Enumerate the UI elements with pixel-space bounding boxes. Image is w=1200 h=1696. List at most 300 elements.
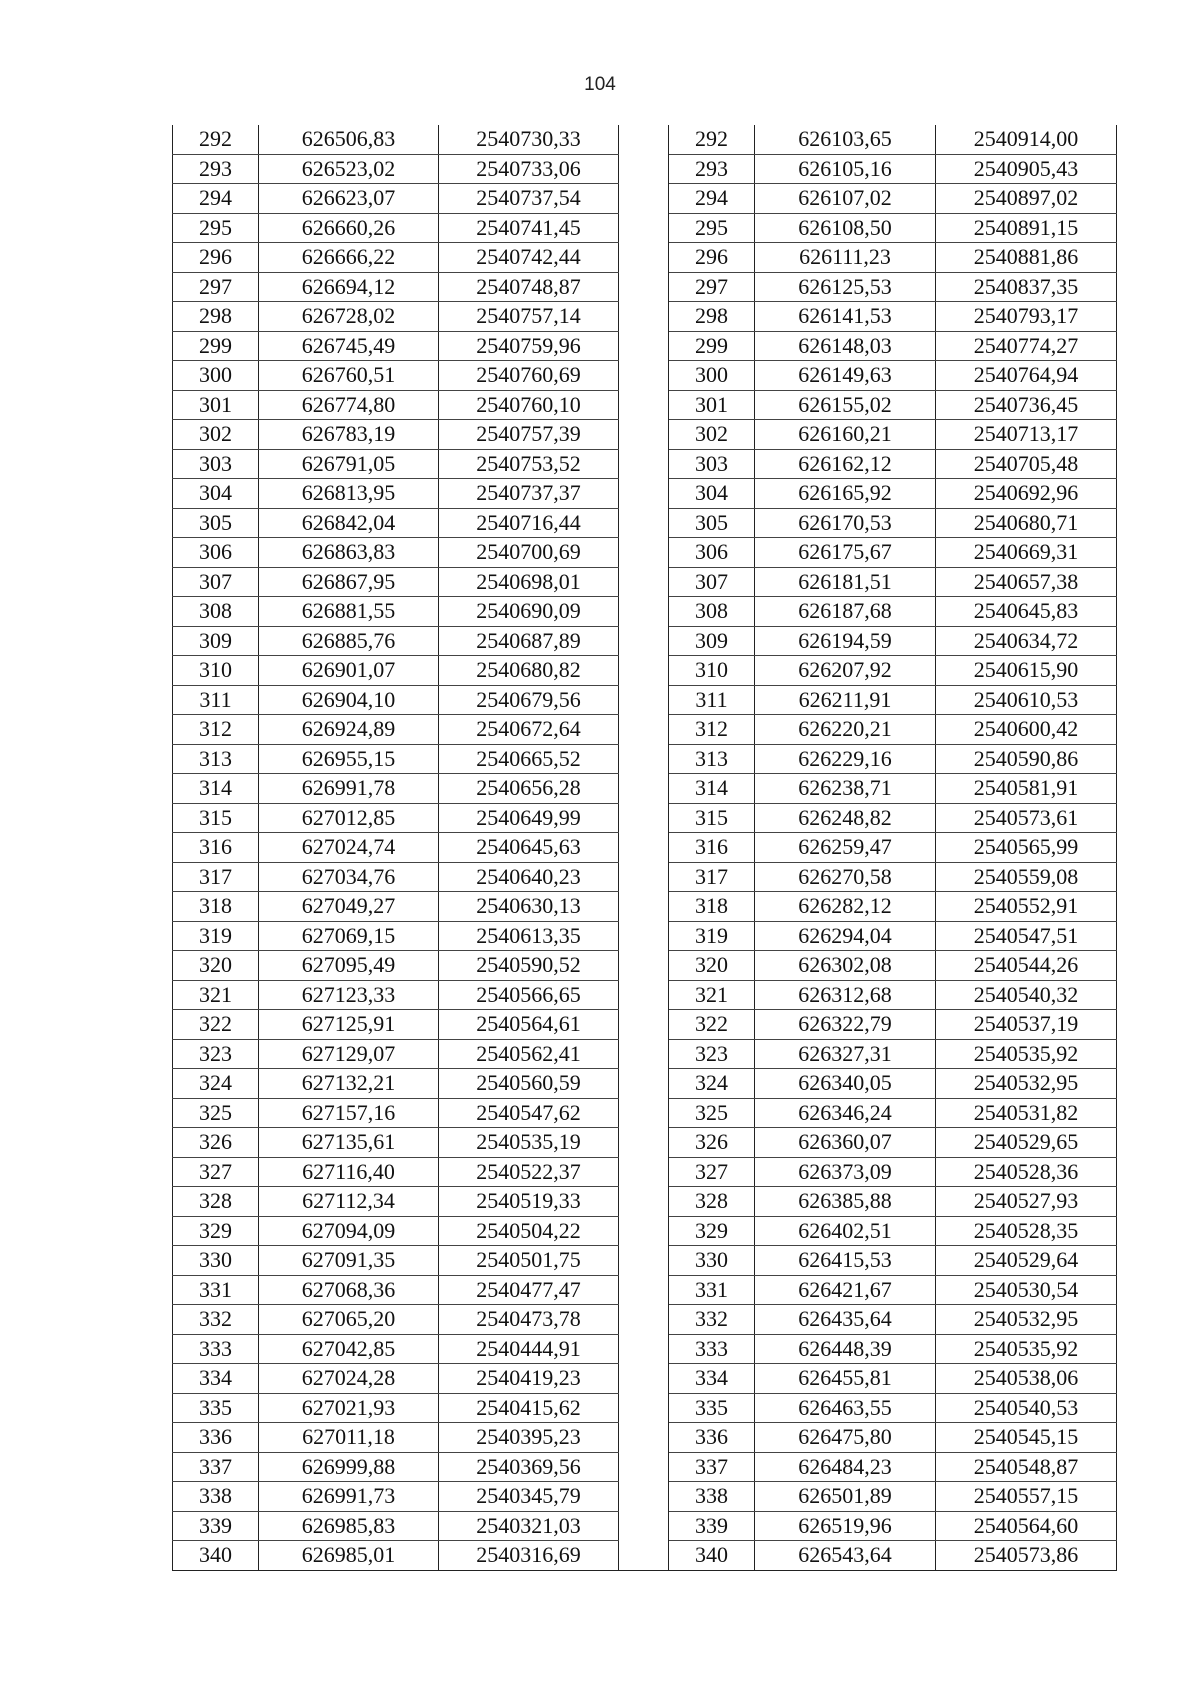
table-row (173, 449, 1117, 479)
right-point-number-cell: 320 (669, 951, 755, 981)
left-point-number-cell: 319 (173, 921, 259, 951)
table-row (173, 508, 1117, 538)
left-x-coordinate-cell: 627024,28 (259, 1364, 439, 1394)
table-row (173, 479, 1117, 509)
left-y-coordinate-cell: 2540690,09 (439, 597, 619, 627)
left-x-coordinate-cell: 626999,88 (259, 1452, 439, 1482)
right-x-coordinate-cell: 626415,53 (755, 1246, 936, 1276)
left-point-number-cell: 301 (173, 390, 259, 420)
left-point-number-cell: 337 (173, 1452, 259, 1482)
left-y-coordinate-cell: 2540698,01 (439, 567, 619, 597)
column-gap-cell (619, 892, 669, 922)
right-y-coordinate-cell: 2540528,35 (936, 1216, 1117, 1246)
column-gap-cell (619, 951, 669, 981)
right-y-coordinate-cell: 2540529,64 (936, 1246, 1117, 1276)
right-x-coordinate-cell: 626373,09 (755, 1157, 936, 1187)
left-x-coordinate-cell: 626955,15 (259, 744, 439, 774)
table-row (173, 1216, 1117, 1246)
left-y-coordinate-cell: 2540757,39 (439, 420, 619, 450)
column-gap-cell (619, 302, 669, 332)
right-y-coordinate-cell: 2540590,86 (936, 744, 1117, 774)
right-y-coordinate-cell: 2540891,15 (936, 213, 1117, 243)
right-x-coordinate-cell: 626155,02 (755, 390, 936, 420)
right-point-number-cell: 325 (669, 1098, 755, 1128)
right-point-number-cell: 323 (669, 1039, 755, 1069)
right-x-coordinate-cell: 626340,05 (755, 1069, 936, 1099)
column-gap-cell (619, 862, 669, 892)
column-gap-cell (619, 538, 669, 568)
right-y-coordinate-cell: 2540557,15 (936, 1482, 1117, 1512)
right-y-coordinate-cell: 2540600,42 (936, 715, 1117, 745)
left-y-coordinate-cell: 2540730,33 (439, 125, 619, 154)
left-x-coordinate-cell: 627034,76 (259, 862, 439, 892)
table-row (173, 1128, 1117, 1158)
left-point-number-cell: 327 (173, 1157, 259, 1187)
table-row (173, 1482, 1117, 1512)
table-row (173, 892, 1117, 922)
column-gap-cell (619, 833, 669, 863)
column-gap-cell (619, 597, 669, 627)
right-x-coordinate-cell: 626181,51 (755, 567, 936, 597)
left-y-coordinate-cell: 2540566,65 (439, 980, 619, 1010)
right-x-coordinate-cell: 626207,92 (755, 656, 936, 686)
left-y-coordinate-cell: 2540590,52 (439, 951, 619, 981)
column-gap-cell (619, 1334, 669, 1364)
page-number: 104 (584, 74, 616, 95)
right-x-coordinate-cell: 626160,21 (755, 420, 936, 450)
right-x-coordinate-cell: 626302,08 (755, 951, 936, 981)
right-x-coordinate-cell: 626148,03 (755, 331, 936, 361)
left-y-coordinate-cell: 2540501,75 (439, 1246, 619, 1276)
right-point-number-cell: 308 (669, 597, 755, 627)
column-gap-cell (619, 1275, 669, 1305)
table-row (173, 980, 1117, 1010)
left-x-coordinate-cell: 627132,21 (259, 1069, 439, 1099)
left-x-coordinate-cell: 626881,55 (259, 597, 439, 627)
left-y-coordinate-cell: 2540649,99 (439, 803, 619, 833)
right-x-coordinate-cell: 626111,23 (755, 243, 936, 273)
left-point-number-cell: 303 (173, 449, 259, 479)
right-y-coordinate-cell: 2540881,86 (936, 243, 1117, 273)
right-x-coordinate-cell: 626175,67 (755, 538, 936, 568)
left-y-coordinate-cell: 2540757,14 (439, 302, 619, 332)
left-point-number-cell: 321 (173, 980, 259, 1010)
left-x-coordinate-cell: 626904,10 (259, 685, 439, 715)
right-y-coordinate-cell: 2540736,45 (936, 390, 1117, 420)
right-point-number-cell: 306 (669, 538, 755, 568)
table-row (173, 361, 1117, 391)
left-point-number-cell: 339 (173, 1511, 259, 1541)
left-point-number-cell: 295 (173, 213, 259, 243)
right-x-coordinate-cell: 626282,12 (755, 892, 936, 922)
right-point-number-cell: 331 (669, 1275, 755, 1305)
column-gap-cell (619, 1098, 669, 1128)
right-point-number-cell: 333 (669, 1334, 755, 1364)
right-x-coordinate-cell: 626220,21 (755, 715, 936, 745)
left-y-coordinate-cell: 2540477,47 (439, 1275, 619, 1305)
left-x-coordinate-cell: 627011,18 (259, 1423, 439, 1453)
right-point-number-cell: 309 (669, 626, 755, 656)
right-y-coordinate-cell: 2540565,99 (936, 833, 1117, 863)
right-x-coordinate-cell: 626346,24 (755, 1098, 936, 1128)
right-point-number-cell: 301 (669, 390, 755, 420)
column-gap-cell (619, 685, 669, 715)
left-x-coordinate-cell: 626813,95 (259, 479, 439, 509)
right-point-number-cell: 319 (669, 921, 755, 951)
table-row (173, 656, 1117, 686)
right-x-coordinate-cell: 626402,51 (755, 1216, 936, 1246)
left-point-number-cell: 305 (173, 508, 259, 538)
right-y-coordinate-cell: 2540537,19 (936, 1010, 1117, 1040)
left-y-coordinate-cell: 2540733,06 (439, 154, 619, 184)
table-row (173, 1187, 1117, 1217)
column-gap-cell (619, 184, 669, 214)
column-gap-cell (619, 744, 669, 774)
left-y-coordinate-cell: 2540547,62 (439, 1098, 619, 1128)
table-row (173, 567, 1117, 597)
right-point-number-cell: 299 (669, 331, 755, 361)
column-gap-cell (619, 1246, 669, 1276)
right-y-coordinate-cell: 2540914,00 (936, 125, 1117, 154)
right-point-number-cell: 338 (669, 1482, 755, 1512)
left-point-number-cell: 311 (173, 685, 259, 715)
table-row (173, 1246, 1117, 1276)
right-x-coordinate-cell: 626270,58 (755, 862, 936, 892)
right-x-coordinate-cell: 626543,64 (755, 1541, 936, 1571)
right-x-coordinate-cell: 626385,88 (755, 1187, 936, 1217)
table-row (173, 1305, 1117, 1335)
right-x-coordinate-cell: 626107,02 (755, 184, 936, 214)
left-y-coordinate-cell: 2540640,23 (439, 862, 619, 892)
table-row (173, 1423, 1117, 1453)
right-x-coordinate-cell: 626484,23 (755, 1452, 936, 1482)
left-y-coordinate-cell: 2540419,23 (439, 1364, 619, 1394)
left-point-number-cell: 325 (173, 1098, 259, 1128)
right-x-coordinate-cell: 626105,16 (755, 154, 936, 184)
right-y-coordinate-cell: 2540692,96 (936, 479, 1117, 509)
column-gap-cell (619, 715, 669, 745)
left-x-coordinate-cell: 627135,61 (259, 1128, 439, 1158)
table-row (173, 921, 1117, 951)
column-gap-cell (619, 213, 669, 243)
right-point-number-cell: 314 (669, 774, 755, 804)
left-point-number-cell: 328 (173, 1187, 259, 1217)
right-x-coordinate-cell: 626435,64 (755, 1305, 936, 1335)
left-y-coordinate-cell: 2540687,89 (439, 626, 619, 656)
left-point-number-cell: 314 (173, 774, 259, 804)
right-y-coordinate-cell: 2540615,90 (936, 656, 1117, 686)
table-row (173, 243, 1117, 273)
right-point-number-cell: 315 (669, 803, 755, 833)
left-point-number-cell: 336 (173, 1423, 259, 1453)
left-point-number-cell: 340 (173, 1541, 259, 1571)
right-x-coordinate-cell: 626294,04 (755, 921, 936, 951)
left-point-number-cell: 315 (173, 803, 259, 833)
right-x-coordinate-cell: 626229,16 (755, 744, 936, 774)
left-x-coordinate-cell: 626694,12 (259, 272, 439, 302)
column-gap-cell (619, 1128, 669, 1158)
right-y-coordinate-cell: 2540669,31 (936, 538, 1117, 568)
left-point-number-cell: 307 (173, 567, 259, 597)
column-gap-cell (619, 1187, 669, 1217)
left-point-number-cell: 332 (173, 1305, 259, 1335)
left-x-coordinate-cell: 627068,36 (259, 1275, 439, 1305)
right-x-coordinate-cell: 626421,67 (755, 1275, 936, 1305)
column-gap-cell (619, 656, 669, 686)
column-gap-cell (619, 1482, 669, 1512)
right-x-coordinate-cell: 626187,68 (755, 597, 936, 627)
right-y-coordinate-cell: 2540527,93 (936, 1187, 1117, 1217)
left-point-number-cell: 322 (173, 1010, 259, 1040)
left-x-coordinate-cell: 626985,83 (259, 1511, 439, 1541)
table-row (173, 833, 1117, 863)
left-x-coordinate-cell: 626660,26 (259, 213, 439, 243)
right-y-coordinate-cell: 2540774,27 (936, 331, 1117, 361)
left-y-coordinate-cell: 2540564,61 (439, 1010, 619, 1040)
right-x-coordinate-cell: 626149,63 (755, 361, 936, 391)
left-x-coordinate-cell: 626745,49 (259, 331, 439, 361)
right-x-coordinate-cell: 626519,96 (755, 1511, 936, 1541)
left-x-coordinate-cell: 626885,76 (259, 626, 439, 656)
right-y-coordinate-cell: 2540657,38 (936, 567, 1117, 597)
right-x-coordinate-cell: 626194,59 (755, 626, 936, 656)
right-point-number-cell: 298 (669, 302, 755, 332)
right-point-number-cell: 334 (669, 1364, 755, 1394)
table-row (173, 1452, 1117, 1482)
left-point-number-cell: 306 (173, 538, 259, 568)
right-point-number-cell: 324 (669, 1069, 755, 1099)
column-gap-cell (619, 1511, 669, 1541)
left-y-coordinate-cell: 2540737,54 (439, 184, 619, 214)
column-gap-cell (619, 125, 669, 154)
left-point-number-cell: 296 (173, 243, 259, 273)
right-y-coordinate-cell: 2540532,95 (936, 1069, 1117, 1099)
left-x-coordinate-cell: 627069,15 (259, 921, 439, 951)
right-point-number-cell: 304 (669, 479, 755, 509)
column-gap-cell (619, 1039, 669, 1069)
left-x-coordinate-cell: 626666,22 (259, 243, 439, 273)
table-row (173, 597, 1117, 627)
right-x-coordinate-cell: 626238,71 (755, 774, 936, 804)
left-x-coordinate-cell: 626506,83 (259, 125, 439, 154)
left-point-number-cell: 318 (173, 892, 259, 922)
right-point-number-cell: 316 (669, 833, 755, 863)
table-row (173, 774, 1117, 804)
left-point-number-cell: 317 (173, 862, 259, 892)
table-row (173, 272, 1117, 302)
right-y-coordinate-cell: 2540538,06 (936, 1364, 1117, 1394)
right-point-number-cell: 330 (669, 1246, 755, 1276)
right-x-coordinate-cell: 626141,53 (755, 302, 936, 332)
table-row (173, 390, 1117, 420)
right-y-coordinate-cell: 2540793,17 (936, 302, 1117, 332)
table-row (173, 331, 1117, 361)
right-x-coordinate-cell: 626162,12 (755, 449, 936, 479)
left-x-coordinate-cell: 627112,34 (259, 1187, 439, 1217)
left-y-coordinate-cell: 2540504,22 (439, 1216, 619, 1246)
right-point-number-cell: 335 (669, 1393, 755, 1423)
right-point-number-cell: 303 (669, 449, 755, 479)
column-gap-cell (619, 1364, 669, 1394)
right-x-coordinate-cell: 626170,53 (755, 508, 936, 538)
right-x-coordinate-cell: 626211,91 (755, 685, 936, 715)
column-gap-cell (619, 479, 669, 509)
right-y-coordinate-cell: 2540545,15 (936, 1423, 1117, 1453)
table-row (173, 1364, 1117, 1394)
left-point-number-cell: 309 (173, 626, 259, 656)
table-row (173, 685, 1117, 715)
left-x-coordinate-cell: 627021,93 (259, 1393, 439, 1423)
left-y-coordinate-cell: 2540415,62 (439, 1393, 619, 1423)
left-point-number-cell: 292 (173, 125, 259, 154)
left-x-coordinate-cell: 627065,20 (259, 1305, 439, 1335)
left-x-coordinate-cell: 626523,02 (259, 154, 439, 184)
left-x-coordinate-cell: 626991,73 (259, 1482, 439, 1512)
right-y-coordinate-cell: 2540581,91 (936, 774, 1117, 804)
right-y-coordinate-cell: 2540680,71 (936, 508, 1117, 538)
left-x-coordinate-cell: 627049,27 (259, 892, 439, 922)
right-y-coordinate-cell: 2540837,35 (936, 272, 1117, 302)
left-point-number-cell: 338 (173, 1482, 259, 1512)
column-gap-cell (619, 803, 669, 833)
right-y-coordinate-cell: 2540529,65 (936, 1128, 1117, 1158)
column-gap-cell (619, 390, 669, 420)
left-y-coordinate-cell: 2540742,44 (439, 243, 619, 273)
column-gap-cell (619, 272, 669, 302)
table-row (173, 125, 1117, 154)
left-x-coordinate-cell: 627123,33 (259, 980, 439, 1010)
right-point-number-cell: 339 (669, 1511, 755, 1541)
left-y-coordinate-cell: 2540759,96 (439, 331, 619, 361)
table-row (173, 302, 1117, 332)
table-row (173, 715, 1117, 745)
right-point-number-cell: 332 (669, 1305, 755, 1335)
column-gap-cell (619, 1452, 669, 1482)
table-row (173, 1511, 1117, 1541)
left-x-coordinate-cell: 626728,02 (259, 302, 439, 332)
right-y-coordinate-cell: 2540535,92 (936, 1039, 1117, 1069)
right-y-coordinate-cell: 2540564,60 (936, 1511, 1117, 1541)
right-point-number-cell: 340 (669, 1541, 755, 1571)
right-y-coordinate-cell: 2540544,26 (936, 951, 1117, 981)
left-point-number-cell: 329 (173, 1216, 259, 1246)
left-x-coordinate-cell: 627094,09 (259, 1216, 439, 1246)
table-row (173, 1541, 1117, 1571)
table-row (173, 1039, 1117, 1069)
left-point-number-cell: 334 (173, 1364, 259, 1394)
right-point-number-cell: 292 (669, 125, 755, 154)
right-y-coordinate-cell: 2540573,61 (936, 803, 1117, 833)
right-y-coordinate-cell: 2540764,94 (936, 361, 1117, 391)
right-x-coordinate-cell: 626360,07 (755, 1128, 936, 1158)
left-point-number-cell: 326 (173, 1128, 259, 1158)
right-y-coordinate-cell: 2540705,48 (936, 449, 1117, 479)
right-y-coordinate-cell: 2540530,54 (936, 1275, 1117, 1305)
left-x-coordinate-cell: 627012,85 (259, 803, 439, 833)
left-point-number-cell: 293 (173, 154, 259, 184)
left-point-number-cell: 294 (173, 184, 259, 214)
right-y-coordinate-cell: 2540531,82 (936, 1098, 1117, 1128)
column-gap-cell (619, 361, 669, 391)
left-point-number-cell: 297 (173, 272, 259, 302)
column-gap-cell (619, 243, 669, 273)
right-point-number-cell: 312 (669, 715, 755, 745)
left-y-coordinate-cell: 2540522,37 (439, 1157, 619, 1187)
right-point-number-cell: 313 (669, 744, 755, 774)
table-row (173, 951, 1117, 981)
right-point-number-cell: 318 (669, 892, 755, 922)
right-x-coordinate-cell: 626108,50 (755, 213, 936, 243)
right-y-coordinate-cell: 2540559,08 (936, 862, 1117, 892)
left-point-number-cell: 330 (173, 1246, 259, 1276)
right-y-coordinate-cell: 2540634,72 (936, 626, 1117, 656)
right-point-number-cell: 310 (669, 656, 755, 686)
right-point-number-cell: 295 (669, 213, 755, 243)
left-y-coordinate-cell: 2540560,59 (439, 1069, 619, 1099)
right-point-number-cell: 321 (669, 980, 755, 1010)
right-point-number-cell: 296 (669, 243, 755, 273)
column-gap-cell (619, 1216, 669, 1246)
left-y-coordinate-cell: 2540562,41 (439, 1039, 619, 1069)
right-x-coordinate-cell: 626501,89 (755, 1482, 936, 1512)
left-point-number-cell: 310 (173, 656, 259, 686)
left-y-coordinate-cell: 2540444,91 (439, 1334, 619, 1364)
table-row (173, 538, 1117, 568)
left-x-coordinate-cell: 626623,07 (259, 184, 439, 214)
right-x-coordinate-cell: 626327,31 (755, 1039, 936, 1069)
right-point-number-cell: 294 (669, 184, 755, 214)
right-x-coordinate-cell: 626103,65 (755, 125, 936, 154)
left-x-coordinate-cell: 626783,19 (259, 420, 439, 450)
table-row (173, 154, 1117, 184)
coordinates-table (172, 125, 1117, 1571)
left-x-coordinate-cell: 626901,07 (259, 656, 439, 686)
left-point-number-cell: 323 (173, 1039, 259, 1069)
column-gap-cell (619, 508, 669, 538)
column-gap-cell (619, 1010, 669, 1040)
left-y-coordinate-cell: 2540700,69 (439, 538, 619, 568)
right-x-coordinate-cell: 626322,79 (755, 1010, 936, 1040)
left-point-number-cell: 335 (173, 1393, 259, 1423)
left-y-coordinate-cell: 2540316,69 (439, 1541, 619, 1571)
left-y-coordinate-cell: 2540613,35 (439, 921, 619, 951)
left-point-number-cell: 333 (173, 1334, 259, 1364)
left-x-coordinate-cell: 626924,89 (259, 715, 439, 745)
left-point-number-cell: 308 (173, 597, 259, 627)
column-gap-cell (619, 567, 669, 597)
column-gap-cell (619, 626, 669, 656)
left-x-coordinate-cell: 626791,05 (259, 449, 439, 479)
left-x-coordinate-cell: 626760,51 (259, 361, 439, 391)
right-x-coordinate-cell: 626463,55 (755, 1393, 936, 1423)
left-x-coordinate-cell: 627095,49 (259, 951, 439, 981)
right-x-coordinate-cell: 626125,53 (755, 272, 936, 302)
left-x-coordinate-cell: 627042,85 (259, 1334, 439, 1364)
table-row (173, 213, 1117, 243)
column-gap-cell (619, 154, 669, 184)
right-y-coordinate-cell: 2540610,53 (936, 685, 1117, 715)
left-x-coordinate-cell: 627129,07 (259, 1039, 439, 1069)
left-y-coordinate-cell: 2540630,13 (439, 892, 619, 922)
column-gap-cell (619, 921, 669, 951)
table-row (173, 1069, 1117, 1099)
right-x-coordinate-cell: 626259,47 (755, 833, 936, 863)
right-point-number-cell: 305 (669, 508, 755, 538)
left-x-coordinate-cell: 626774,80 (259, 390, 439, 420)
right-y-coordinate-cell: 2540528,36 (936, 1157, 1117, 1187)
right-point-number-cell: 328 (669, 1187, 755, 1217)
left-x-coordinate-cell: 627157,16 (259, 1098, 439, 1128)
